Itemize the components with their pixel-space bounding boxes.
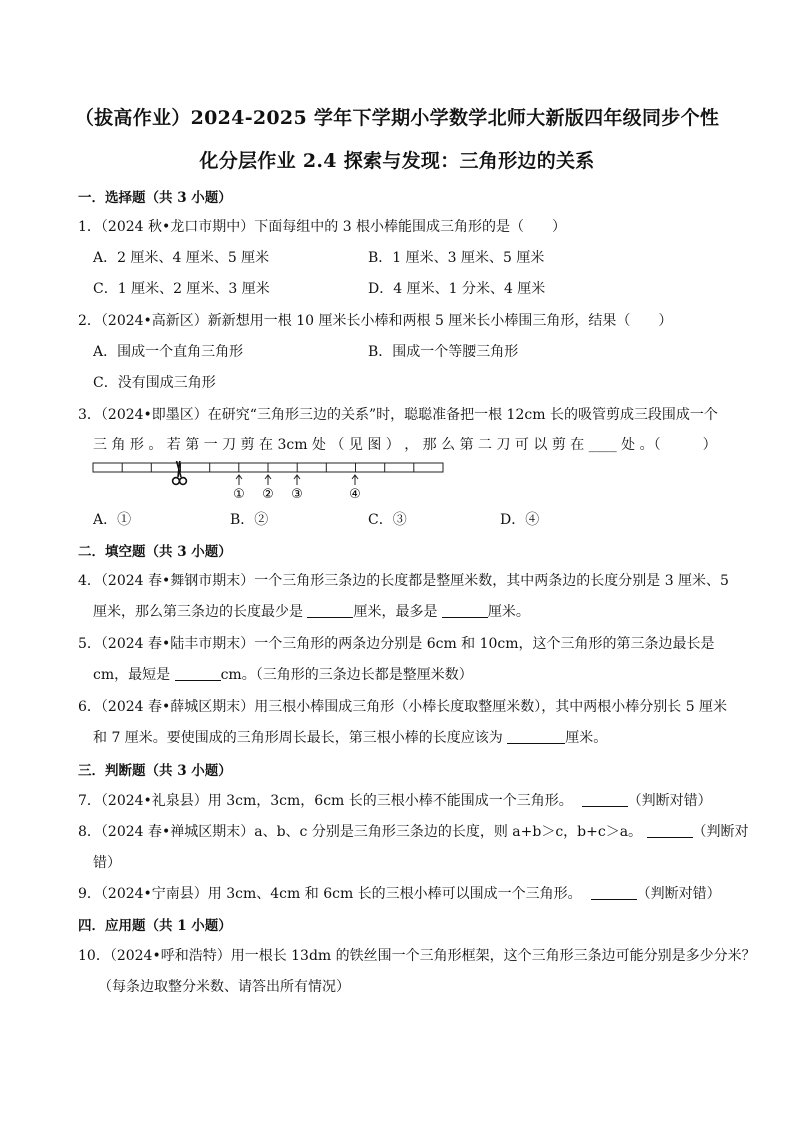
question-4-line-2: [93, 601, 530, 621]
cut-mark-2: ②: [262, 487, 274, 502]
question-5-text-b: cm。（三角形的三条边长都是整厘米数）: [220, 667, 473, 683]
straw-ruler-figure: [91, 461, 451, 503]
question-1-option-d: D．4 厘米、1 分米、4 厘米: [368, 281, 546, 297]
question-4-text-c: 厘米。: [487, 604, 530, 620]
cut-mark-1: ①: [233, 487, 245, 502]
question-9-text: 9．（2024•宁南县）用 3cm、4cm 和 6cm 长的三根小棒可以围成一个三角形。: [78, 886, 582, 902]
question-4-text-a: 厘米，那么第三条边的长度最少是: [93, 604, 308, 620]
section-heading-fill: 二．填空题（共 3 小题）: [78, 544, 232, 560]
section-heading-judge: 三．判断题（共 3 小题）: [78, 763, 232, 779]
question-1-option-c: C．1 厘米、2 厘米、3 厘米: [93, 281, 270, 297]
question-4-line-1: 4．（2024 春•舞钢市期末）一个三角形三条边的长度都是整厘米数，其中两条边的长度分别是 3 厘米、5: [78, 573, 729, 589]
cut-mark-3: ③: [291, 487, 303, 502]
question-5-line-1: 5．（2024 春•陆丰市期末）一个三角形的两条边分别是 6cm 和 10cm，这个三角形的第三条边最长是: [78, 636, 715, 652]
question-6-line-1: 6．（2024 春•薛城区期末）用三根小棒围成三角形（小棒长度取整厘米数），其中两根小棒分别长 5 厘米: [78, 699, 728, 715]
question-3-option-d: D．④: [500, 512, 540, 528]
cut-mark-4: ④: [349, 487, 361, 502]
question-7-line: [78, 790, 712, 810]
answer-blank-q9[interactable]: [591, 885, 637, 900]
answer-blank-shortest[interactable]: [175, 666, 221, 681]
question-5-text-a: cm，最短是: [93, 667, 175, 683]
question-6-line-2: [93, 727, 607, 747]
question-2-stem: 2．（2024•高新区）新新想用一根 10 厘米长小棒和两根 5 厘米长小棒围三角形，结果（ ）: [78, 313, 673, 329]
ruler-ticks: [122, 463, 414, 472]
question-9-suffix: （判断对错）: [636, 886, 721, 902]
question-2-option-b: B．围成一个等腰三角形: [368, 344, 519, 360]
question-1-option-a: A．2 厘米、4 厘米、5 厘米: [93, 250, 270, 266]
question-3-option-b: B．②: [230, 512, 269, 528]
question-1-stem: 1．（2024 秋•龙口市期中）下面每组中的 3 根小棒能围成三角形的是（ ）: [78, 219, 567, 235]
page-title-line-1: （拔高作业）2024-2025 学年下学期小学数学北师大新版四年级同步个性: [74, 107, 720, 129]
question-2-option-c: C．没有围成三角形: [93, 375, 216, 391]
question-1-option-b: B．1 厘米、3 厘米、5 厘米: [368, 250, 545, 266]
question-8-line-2: 错）: [93, 855, 121, 871]
question-5-line-2: [93, 664, 473, 684]
question-10-line-1: 10．（2024•呼和浩特）用一根长 13dm 的铁丝围一个三角形框架，这个三角形三条边可能分别是多少分米？: [78, 948, 756, 964]
page-title-line-2: 化分层作业 2.4 探索与发现：三角形边的关系: [199, 150, 595, 172]
cut-arrows: [236, 475, 358, 485]
question-6-text-b: 厘米。: [565, 730, 608, 746]
question-3-option-a: A．①: [93, 512, 132, 528]
answer-blank-q7[interactable]: [582, 792, 628, 807]
question-3-stem-line-2: 三 角 形 。 若 第 一 刀 剪 在 3cm 处 （ 见 图 ） ， 那 么 第 二 刀 可 以 剪 在 ____ 处 。（ ）: [93, 437, 717, 453]
question-6-text-a: 和 7 厘米。要使围成的三角形周长最长，第三根小棒的长度应该为: [93, 730, 508, 746]
answer-blank-third-stick[interactable]: [507, 729, 565, 744]
question-2-option-a: A．围成一个直角三角形: [93, 344, 244, 360]
scissors-icon: [173, 461, 187, 484]
question-10-line-2: （每条边取整分米数、请答出所有情况）: [98, 979, 350, 995]
question-7-text: 7．（2024•礼泉县）用 3cm，3cm，6cm 长的三根小棒不能围成一个三角形。: [78, 793, 573, 809]
question-8-line: [78, 821, 749, 841]
question-8-text: 8．（2024 春•禅城区期末）a、b、c 分别是三角形三条边的长度，则 a+b＞c，b+c＞a。: [78, 824, 643, 840]
question-3-option-c: C．③: [368, 512, 407, 528]
answer-blank-min[interactable]: [307, 603, 353, 618]
question-4-text-b: 厘米，最多是: [353, 604, 442, 620]
question-3-stem-line-1: 3．（2024•即墨区）在研究“三角形三边的关系”时，聪聪准备把一根 12cm 长的吸管剪成三段围成一个: [78, 407, 718, 423]
answer-blank-max[interactable]: [442, 603, 488, 618]
answer-blank-q8[interactable]: [647, 823, 693, 838]
section-heading-choice: 一．选择题（共 3 小题）: [78, 190, 232, 206]
question-8-suffix: （判断对: [692, 824, 749, 840]
section-heading-application: 四．应用题（共 1 小题）: [78, 918, 232, 934]
question-9-line: [78, 883, 721, 903]
question-7-suffix: （判断对错）: [627, 793, 712, 809]
